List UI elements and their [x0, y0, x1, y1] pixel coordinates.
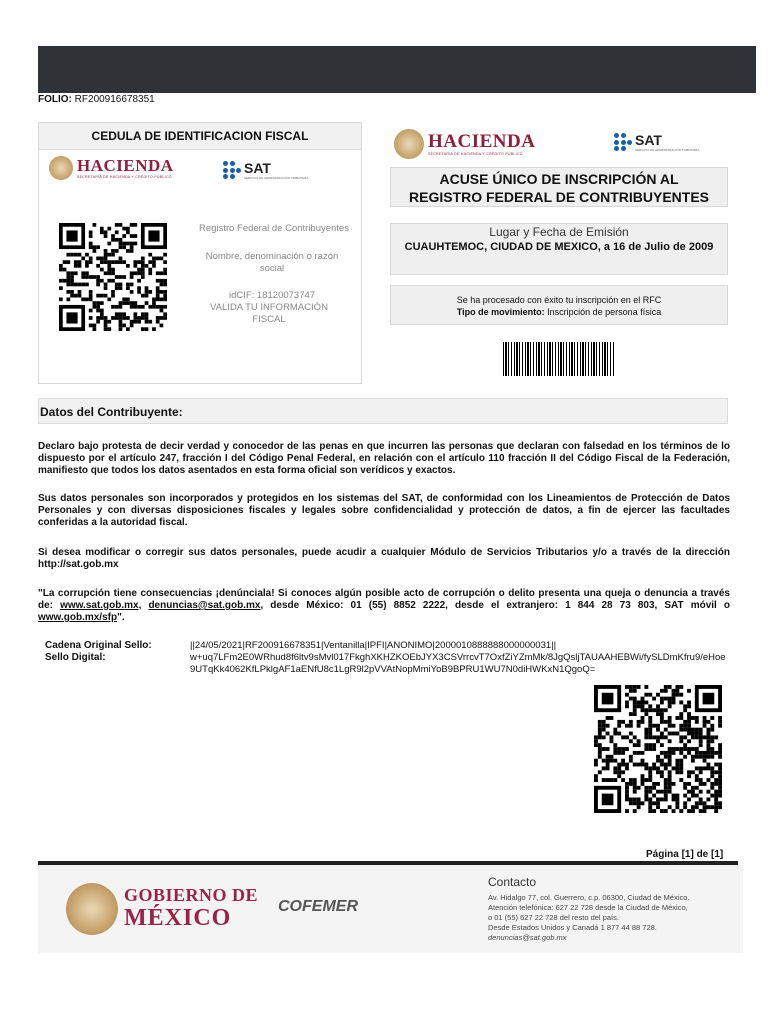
folio: FOLIO: RF200916678351 — [38, 94, 155, 105]
rfc-label: Registro Federal de Contribuyentes — [199, 223, 349, 234]
hacienda-emblem-icon — [49, 156, 73, 180]
gobierno-emblem-icon — [66, 883, 118, 935]
link-sat[interactable]: www.sat.gob.mx — [60, 600, 139, 611]
nombre-label: Nombre, denominación o razón social — [205, 251, 339, 274]
sello-labels — [45, 640, 152, 664]
page-number: Página [1] de [1] — [646, 849, 724, 860]
acuse-sat-logo: SAT SERVICIO DE ADMINISTRACIÓN TRIBUTARIA — [614, 132, 699, 152]
sat-dots-icon — [614, 133, 632, 151]
contacto-lines: Av. Hidalgo 77, col. Guerrero, c.p. 06300, Ciudad de México. Atención telefónica: 627 22 728 desde la Ciudad de México, o 01 (55) 627 22 728 del resto del país. Desde Estados Unidos y Canadá 1 877 44 88 728. denuncias@sat.gob.mx — [488, 893, 690, 942]
sello-digital-label: Sello Digital: — [45, 652, 106, 663]
link-sfp[interactable]: www.gob.mx/sfp — [38, 612, 118, 623]
lugar-fecha-box — [390, 223, 728, 275]
paragraph-datos-personales: Sus datos personales son incorporados y protegidos en los sistemas del SAT, de conformidad con los Lineamientos de Protección de Datos Personales y con diversas disposiciones fiscales y legales sobre confidencialidad y protección de datos, a fin de ejercer las facultades conferidas a la autoridad fiscal. — [38, 493, 730, 528]
qr-code-sello — [594, 685, 722, 813]
datos-title: Datos del Contribuyente: — [38, 398, 728, 424]
cedula-card — [38, 122, 362, 384]
valida-info: VALIDA TU INFORMACIÓN FISCAL — [210, 302, 328, 325]
sat-logo: SAT SERVICIO DE ADMINISTRACIÓN TRIBUTARIA — [223, 160, 308, 180]
folio-value: RF200916678351 — [74, 94, 155, 105]
cofemer-logo: COFEMER — [278, 898, 358, 915]
tipo-label: Tipo de movimiento: — [456, 307, 545, 317]
hacienda-logo: HACIENDA SECRETARÍA DE HACIENDA Y CRÉDITO PÚBLICO — [49, 156, 174, 180]
cadena-label: Cadena Original Sello: — [45, 640, 152, 651]
acuse-title: ACUSE ÚNICO DE INSCRIPCIÓN AL REGISTRO FEDERAL DE CONTRIBUYENTES — [390, 167, 728, 207]
header-bar — [38, 46, 756, 93]
cadena-value: ||24/05/2021|RF200916678351|Ventanilla|IPFI|ANONIMO|2000010888888000000031|| — [190, 640, 557, 651]
tipo-value: Inscripción de persona física — [547, 307, 662, 317]
paragraph-modificar: Si desea modificar o corregir sus datos personales, puede acudir a cualquier Módulo de Servicios Tributarios y/o a través de la dirección http://sat.gob.mx — [38, 547, 730, 570]
procesado-text: Se ha procesado con éxito tu inscripción en el RFC — [456, 295, 662, 305]
procesado-box — [390, 285, 728, 325]
sat-dots-icon — [223, 161, 241, 179]
qr-code-cedula — [59, 223, 167, 333]
lugar-label: Lugar y Fecha de Emisión — [489, 225, 629, 239]
lugar-value: CUAUHTEMOC, CIUDAD DE MEXICO, a 16 de Julio de 2009 — [404, 241, 714, 253]
sello-values — [190, 640, 730, 676]
barcode — [503, 342, 615, 376]
acuse-hacienda-logo: HACIENDA SECRETARÍA DE HACIENDA Y CRÉDITO PÚBLICO — [394, 129, 535, 159]
paragraph-declaracion: Declaro bajo protesta de decir verdad y conocedor de las penas en que incurren las personas que declaran con falsedad en los términos de lo dispuesto por el artículo 247, fracción I del Código Penal Federal, en relación con el artículo 110 fracción II del Código Fiscal de la Federación, manifiesto que todos los datos asentados en esta forma oficial son verídicos y exactos. — [38, 441, 730, 476]
idcif: idCIF: 18120073747 — [228, 290, 316, 301]
paragraph-corrupcion: "La corrupción tiene consecuencias ¡denúnciala! Si conoces algún posible acto de corrupción o delito presenta una queja o denuncia a través de: www.sat.gob.mx, denuncias@sat.gob.mx, desde México: 01 (55) 8852 2222, desde el extranjero: 1 844 28 73 803, SAT móvil o www.gob.mx/sfp". — [38, 588, 731, 623]
cedula-title: CEDULA DE IDENTIFICACION FISCAL — [39, 123, 361, 150]
link-denuncias[interactable]: denuncias@sat.gob.mx — [148, 600, 261, 611]
contacto-title: Contacto — [488, 875, 537, 889]
sello-digital-value: w+uq7LFm2E0WRhud8f6ltv9sMvl017FkghXKHZKOEbJYX3CSVrrcvT7OxfZiYZmMk/8JgQsljTAUAAHEBWi/fySLDmKfru9/eHoe9UTqKk4062KfLPklgAF1aENfU8c1LgR9l2pVVAtNopMmiYoB9BPRU1WU7N0diHWKxN1QgoQ= — [190, 652, 726, 675]
hacienda-emblem-icon — [394, 129, 424, 159]
gobierno-logo: GOBIERNO DE MÉXICO — [124, 885, 259, 931]
